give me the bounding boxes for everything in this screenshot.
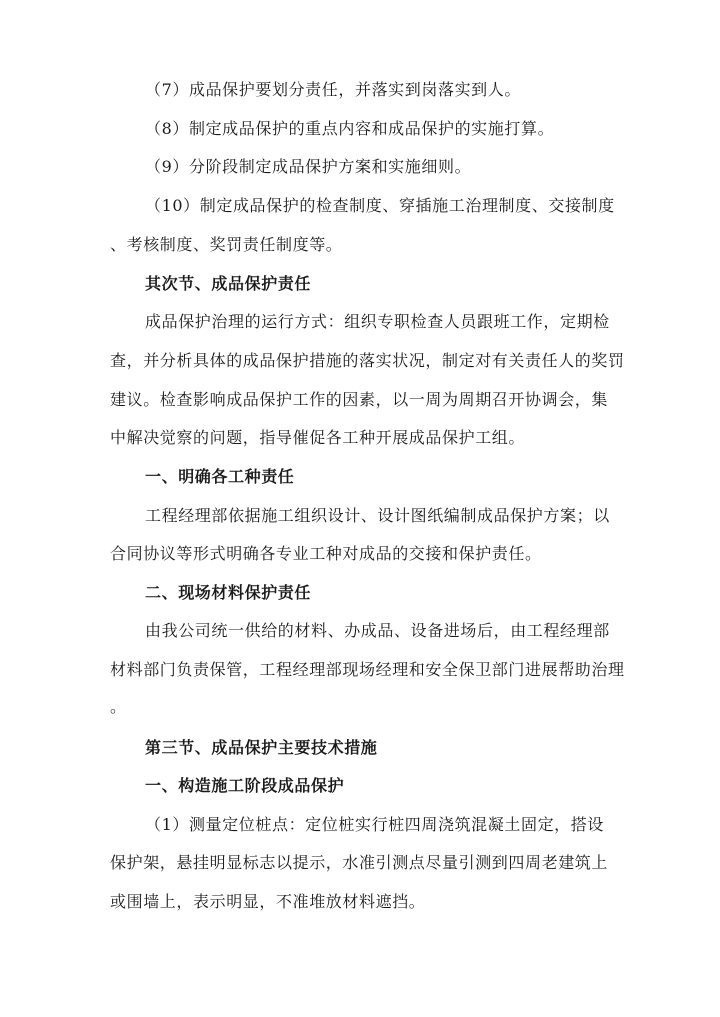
subsection-heading-1: 一、明确各工种责任 <box>145 467 295 486</box>
list-item-9: （9）分阶段制定成品保护方案和实施细则。 <box>145 157 472 176</box>
subsection-heading-3: 一、构造施工阶段成品保护 <box>145 776 345 795</box>
subsection-heading-2: 二、现场材料保护责任 <box>145 583 312 602</box>
section-heading-2: 其次节、成品保护责任 <box>145 274 312 293</box>
paragraph-line: 中解决觉察的问题，指导催促各工种开展成品保护工组。 <box>110 428 526 447</box>
paragraph-line: 保护架，悬挂明显标志以提示，水准引测点尽量引测到四周老建筑上 <box>110 853 609 872</box>
list-item-8: （8）制定成品保护的重点内容和成品保护的实施打算。 <box>145 119 555 138</box>
paragraph-line: 建议。检查影响成品保护工作的因素，以一周为周期召开协调会，集 <box>110 390 609 409</box>
section-heading-3: 第三节、成品保护主要技术措施 <box>145 738 378 757</box>
paragraph-line: 工程经理部依据施工组织设计、设计图纸编制成品保护方案；以 <box>145 506 610 525</box>
paragraph-line: 或围墙上，表示明显，不准堆放材料遮挡。 <box>110 892 426 911</box>
list-item-10: （10）制定成品保护的检查制度、穿插施工治理制度、交接制度 <box>145 196 615 215</box>
paragraph-line: 。 <box>110 697 127 716</box>
paragraph-line: 成品保护治理的运行方式：组织专职检查人员跟班工作，定期检 <box>145 312 610 331</box>
list-item-7: （7）成品保护要划分责任，并落实到岗落实到人。 <box>145 80 521 99</box>
paragraph-line: 由我公司统一供给的材料、办成品、设备进场后，由工程经理部 <box>145 621 610 640</box>
paragraph-line: 材料部门负责保管，工程经理部现场经理和安全保卫部门进展帮助治理 <box>110 660 625 679</box>
paragraph-line: 查，并分析具体的成品保护措施的落实状况，制定对有关责任人的奖罚 <box>110 351 625 370</box>
paragraph-line: 合同协议等形式明确各专业工种对成品的交接和保护责任。 <box>110 544 542 563</box>
paragraph-line: （1）测量定位桩点：定位桩实行桩四周浇筑混凝土固定，搭设 <box>145 815 604 834</box>
list-item-10-continued: 、考核制度、奖罚责任制度等。 <box>110 235 343 254</box>
